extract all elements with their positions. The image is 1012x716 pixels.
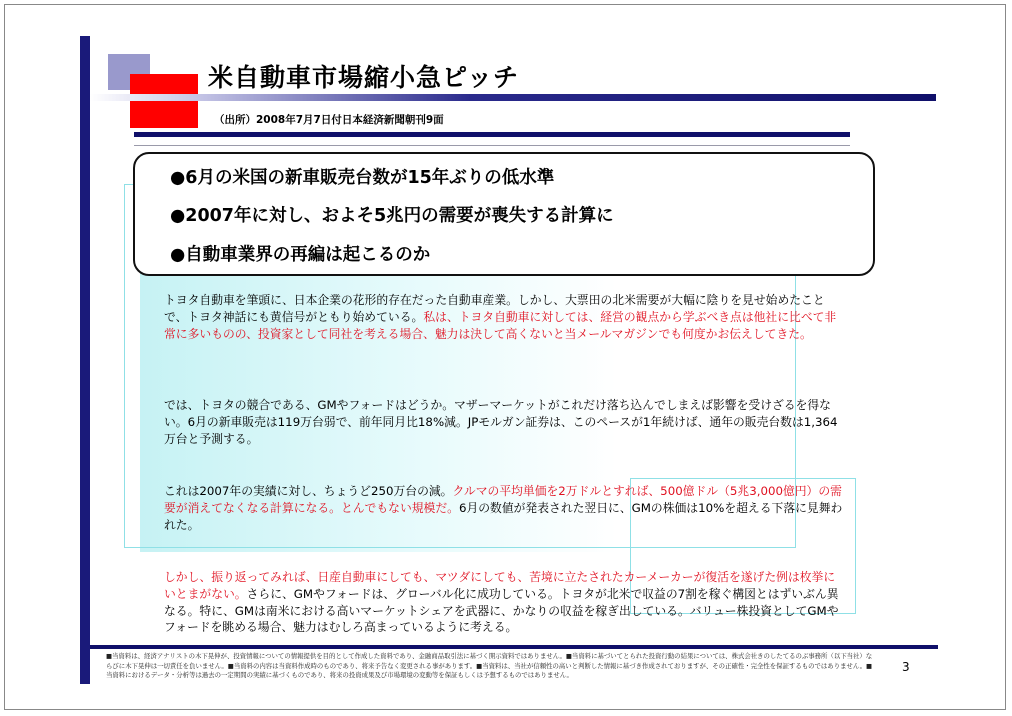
body-paragraph [164,397,844,447]
source-citation: （出所）2008年7月7日付日本経済新聞朝刊9面 [214,114,444,126]
page-number: 3 [902,660,910,674]
body-paragraph [164,569,844,636]
left-accent-bar [80,36,90,684]
header-rule [134,132,850,137]
paragraph-text: これは2007年の実績に対し、ちょうど250万台の減。 [164,484,453,498]
body-paragraph [164,292,844,342]
title-gradient-rule [90,94,936,101]
paragraph-text: では、トヨタの競合である、GMやフォードはどうか。マザーマーケットがこれだけ落ち込んでしまえば影響を受けざるを得ない。6月の新車販売は119万台弱で、前年同月比18%減。JPモルガン証券は、このペースが1年続けば、通年の販売台数は1,364万台と予測する。 [164,398,838,446]
paragraph-emphasis: クルマの平均単価を2万ドルとすれば、500億ドル（5兆3,000億円）の需要が消えてなくなる計算になる。とんでもない規模だ。 [164,484,842,515]
slide-title: 米自動車市場縮小急ピッチ [208,63,520,92]
paragraph-text: 6月の数値が発表された翌日に、GMの株価は10%を超える下落に見舞われた。 [164,500,843,532]
paragraph-emphasis: 私は、トヨタ自動車に対しては、経営の観点から学ぶべき点は他社に比べて非常に多いものの、投資家として同社を考える場合、魅力は決して高くないと当メールマガジンでも何度かお伝えしてきた。 [164,309,837,341]
paragraph-text: さらに、GMやフォードは、グローバル化に成功している。トヨタが北米で収益の7割を稼ぐ構図とはずいぶん異なる。特に、GMは南米における高いマーケットシェアを武器に、かなりの収益を稼ぎ出している。バリュー株投資としてGMやフォードを眺める場合、魅力はむしろ高まっているように考える。 [164,586,839,635]
headline-bullet: ●6月の米国の新車販売台数が15年ぶりの低水準 [170,168,555,188]
footer-disclaimer: ■当資料は、経済アナリストの木下晃伸が、投資情報についての情報提供を目的として作成した資料であり、金融商品取引法に基づく開示資料ではありません。■当資料に基づいてとられた投資行動の結果については、株式会社きのしたてるのぶ事務所（以下当社）ならびに木下晃伸は一切責任を負いません。■当資料の内容は当資料作成時のものであり、将来予告なく変更される事があります。■当資料は、当社が信頼性の高いと判断した情報に基づき作成されておりますが、その正確性・完全性を保証するものではありません。■当資料におけるデータ・分析等は過去の一定期間の実績に基づくものであり、将来の投資成果及び市場環境の変動等を保証もしくは予想するものではありません。 [106,652,873,679]
red-square-decoration [130,74,198,128]
headline-bullet: ●2007年に対し、およそ5兆円の需要が喪失する計算に [170,206,614,226]
headline-bullet: ●自動車業界の再編は起こるのか [170,245,431,265]
header-thin-rule [134,145,850,146]
body-paragraph [164,483,844,533]
footer-rule [90,645,938,649]
paragraph-emphasis: しかし、振り返ってみれば、日産自動車にしても、マツダにしても、苦境に立たされたカーメーカーが復活を遂げた例は枚挙にいとまがない。 [164,570,836,601]
paragraph-text: トヨタ自動車を筆頭に、日本企業の花形的存在だった自動車産業。しかし、大票田の北米需要が大幅に陰りを見せ始めたことで、トヨタ神話にも黄信号がともり始めている。 [164,293,825,324]
